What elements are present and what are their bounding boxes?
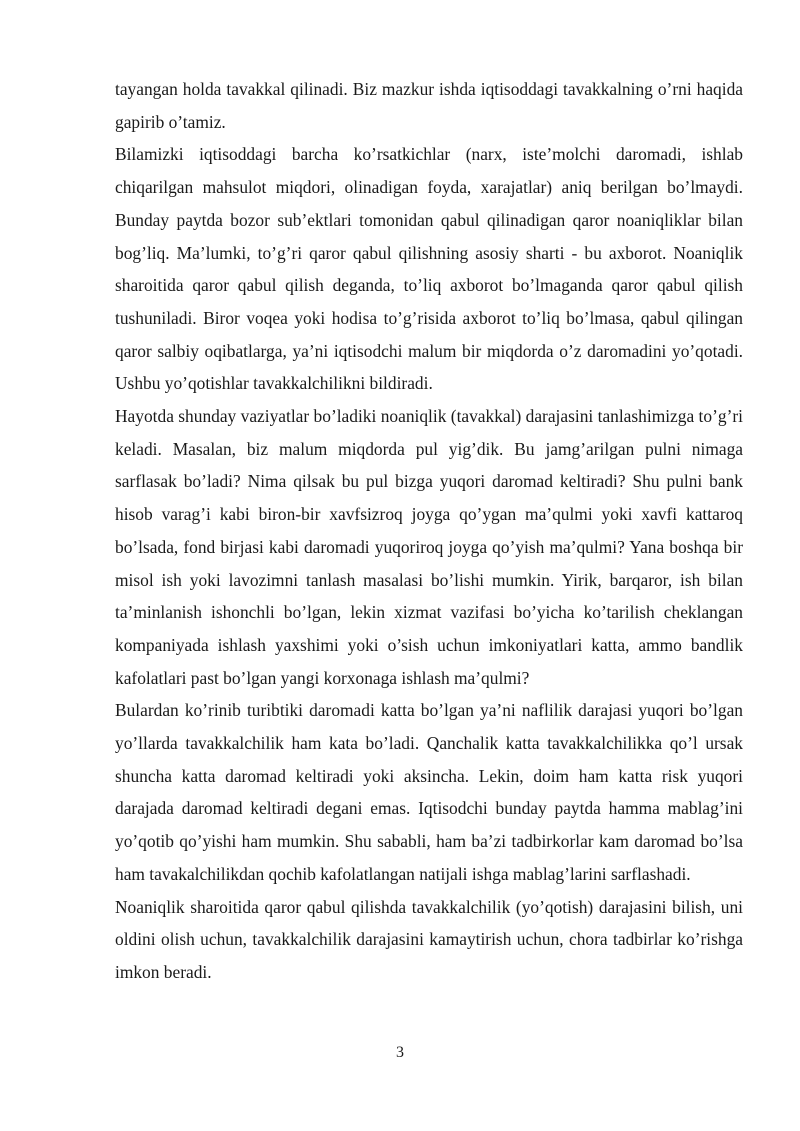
body-text (115, 73, 743, 989)
paragraph: Bulardan ko’rinib turibtiki daromadi katta bo’lgan ya’ni naflilik darajasi yuqori bo’lgan yo’llarda tavakkalchilik ham kata bo’ladi. Qanchalik katta tavakkalchilikka qo’l ursak shuncha katta daromad keltiradi yoki aksincha. Lekin, doim ham katta risk yuqori darajada daromad keltiradi degani emas. Iqtisodchi bunday paytda hamma mablag’ini yo’qotib qo’yishi ham mumkin. Shu sababli, ham ba’zi tadbirkorlar kam daromad bo’lsa ham tavakalchilikdan qochib kafolatlangan natijali ishga mablag’larini sarflashadi. (115, 700, 743, 884)
paragraph: Hayotda shunday vaziyatlar bo’ladiki noaniqlik (tavakkal) darajasini tanlashimizga to’g’ri keladi. Masalan, biz malum miqdorda pul yig’dik. Bu jamg’arilgan pulni nimaga sarflasak bo’ladi? Nima qilsak bu pul bizga yuqori daromad keltiradi? Shu pulni bank hisob varag’i kabi biron-bir xavfsizroq joyga qo’ygan ma’qulmi yoki xavfi kattaroq bo’lsada, fond birjasi kabi daromadi yuqoriroq joyga qo’yish ma’qulmi? Yana boshqa bir misol ish yoki lavozimni tanlash masalasi bo’lishi mumkin. Yirik, barqaror, ish bilan ta’minlanish ishonchli bo’lgan, lekin xizmat vazifasi bo’yicha ko’tarilish cheklangan kompaniyada ishlash yaxshimi yoki o’sish uchun imkoniyatlari katta, ammo bandlik kafolatlari past bo’lgan yangi korxonaga ishlash ma’qulmi? (115, 406, 743, 688)
paragraph: Noaniqlik sharoitida qaror qabul qilishda tavakkalchilik (yo’qotish) darajasini bilish, uni oldini olish uchun, tavakkalchilik darajasini kamaytirish uchun, chora tadbirlar ko’rishga imkon beradi. (115, 896, 743, 982)
page-number: 3 (396, 1044, 404, 1061)
paragraph: Bilamizki iqtisoddagi barcha ko’rsatkichlar (narx, iste’molchi daromadi, ishlab chiqarilgan mahsulot miqdori, olinadigan foyda, xarajatlar) aniq berilgan bo’lmaydi. Bunday paytda bozor sub’ektlari tomonidan qabul qilinadigan qaror noaniqliklar bilan bog’liq. Ma’lumki, to’g’ri qaror qabul qilishning asosiy sharti - bu axborot. Noaniqlik sharoitida qaror qabul qilish deganda, to’liq axborot bo’lmaganda qaror qabul qilish tushuniladi. Biror voqea yoki hodisa to’g’risida axborot to’liq bo’lmasa, qabul qilingan qaror salbiy oqibatlarga, ya’ni iqtisodchi malum bir miqdorda o’z daromadini yo’qotadi. Ushbu yo’qotishlar tavakkalchilikni bildiradi. (115, 144, 743, 394)
paragraph: tayangan holda tavakkal qilinadi. Biz mazkur ishda iqtisoddagi tavakkalning o’rni haqida gapirib o’tamiz. (115, 79, 743, 132)
